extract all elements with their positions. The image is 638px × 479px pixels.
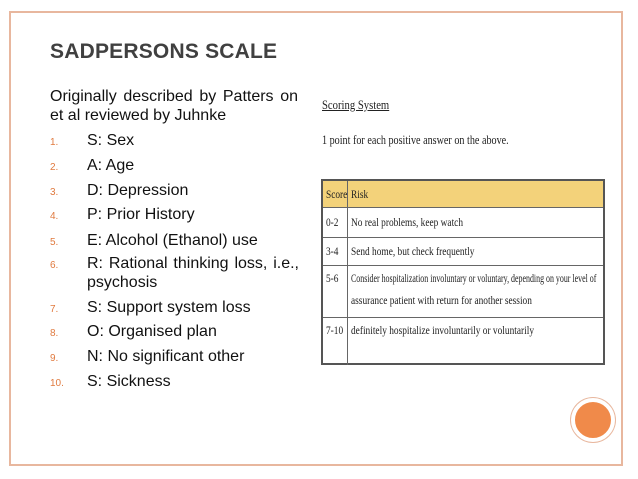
risk-cell-line2: assurance patient with return for another session: [351, 293, 532, 307]
list-number: 3.: [50, 187, 59, 198]
list-number: 6.: [50, 260, 59, 271]
risk-cell: definitely hospitalize involuntarily or voluntarily: [351, 323, 535, 337]
list-number: 4.: [50, 211, 59, 222]
scoring-table: [321, 179, 605, 365]
risk-cell: Consider hospitalization involuntary or voluntary, depending on your level of: [351, 271, 597, 285]
decorative-circle: [571, 398, 615, 442]
list-number: 7.: [50, 304, 59, 315]
table-row: [323, 265, 603, 317]
list-text: S: Sex: [87, 132, 135, 149]
score-cell: 0-2: [326, 215, 339, 229]
list-text: A: Age: [87, 157, 135, 174]
list-number: 10.: [50, 378, 64, 389]
risk-cell: No real problems, keep watch: [351, 215, 464, 229]
list-number: 2.: [50, 162, 59, 173]
list-text: E: Alcohol (Ethanol) use: [87, 232, 258, 249]
header-risk: Risk: [351, 187, 369, 201]
header-score: Score: [326, 187, 348, 201]
score-cell: 3-4: [326, 244, 339, 258]
list-text: D: Depression: [87, 182, 189, 199]
table-row: [323, 317, 603, 365]
table-row: [323, 207, 603, 237]
list-number: 5.: [50, 237, 59, 248]
list-text: O: Organised plan: [87, 323, 217, 340]
intro-text: Originally described by Patters on et al reviewed by Juhnke: [50, 88, 298, 124]
scoring-subheading: 1 point for each positive answer on the above.: [322, 132, 509, 147]
list-number: 8.: [50, 328, 59, 339]
list-number: 1.: [50, 137, 59, 148]
slide-title: SADPERSONS SCALE: [50, 40, 278, 63]
scoring-system-image: [319, 97, 609, 367]
list-text: S: Sickness: [87, 373, 171, 390]
score-cell: 7-10: [326, 323, 344, 337]
risk-cell: Send home, but check frequently: [351, 244, 475, 258]
table-row: [323, 237, 603, 265]
list-number: 9.: [50, 353, 59, 364]
list-text: R: Rational thinking loss, i.e., psychosis: [87, 255, 299, 291]
score-cell: 5-6: [326, 271, 339, 285]
scoring-heading: Scoring System: [322, 97, 390, 112]
list-text: S: Support system loss: [87, 299, 251, 316]
list-text: P: Prior History: [87, 206, 195, 223]
table-header-row: [323, 181, 603, 207]
list-text: N: No significant other: [87, 348, 245, 365]
